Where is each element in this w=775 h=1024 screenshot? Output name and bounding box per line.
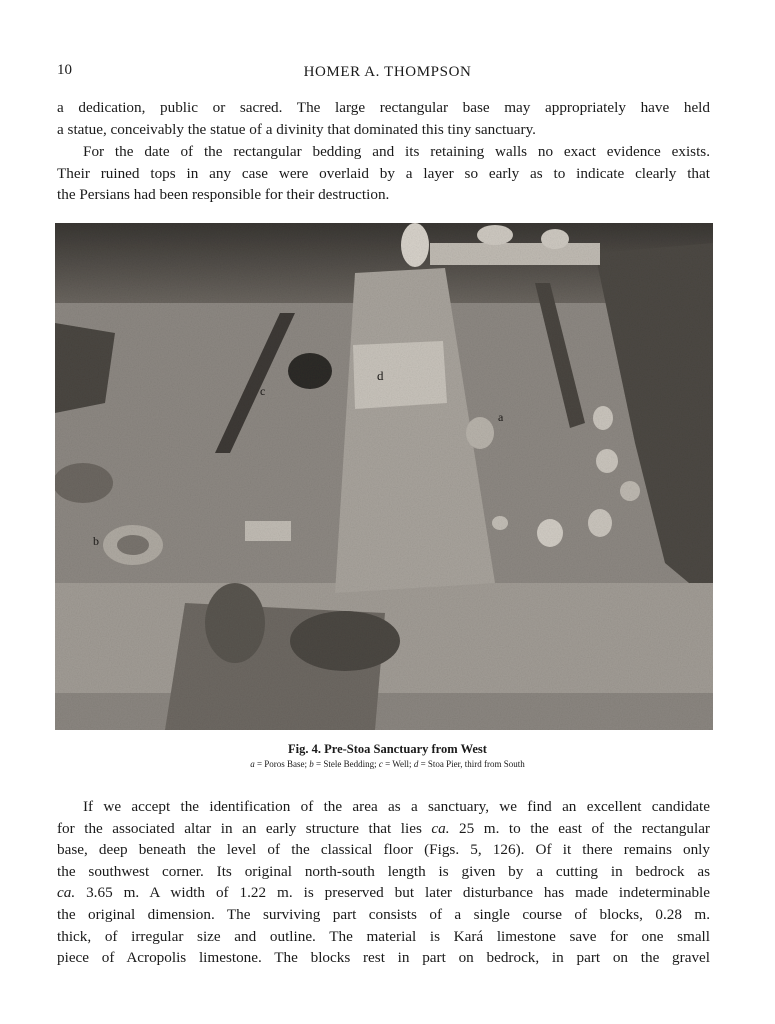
legend-text: = Poros Base; — [254, 759, 310, 769]
text-line: For the date of the rectangular bedding and its retaining walls no exact evidence exists. — [83, 143, 710, 160]
text-line: for the associated altar in an early structure that lies ca. 25 m. to the east of the rectangular — [57, 819, 710, 837]
text-line: a dedication, public or sacred. The large rectangular base may appropriately have held — [57, 99, 710, 116]
abbreviation: ca. — [57, 884, 76, 902]
text-line: Their ruined tops in any case were overlaid by a layer so early as to indicate clearly that — [57, 164, 710, 182]
figure-legend — [0, 759, 775, 769]
paragraph-3 — [57, 796, 710, 969]
text-line: the Persians had been responsible for their destruction. — [57, 186, 390, 204]
legend-key: b — [309, 759, 314, 769]
page-number: 10 — [57, 62, 72, 78]
paragraph-2 — [57, 141, 710, 206]
legend-key: c — [378, 759, 383, 769]
text-line: the original dimension. The surviving part consists of a single course of blocks, 0.28 m. — [57, 905, 710, 923]
label-b: b — [93, 534, 99, 548]
running-head: HOMER A. THOMPSON — [303, 64, 472, 80]
text-line: If we accept the identification of the area as a sanctuary, we find an excellent candidate — [83, 798, 710, 815]
text-line: a statue, conceivably the statue of a divinity that dominated this tiny sanctuary. — [57, 120, 536, 138]
text-line: ca. 3.65 m. A width of 1.22 m. is preserved but later disturbance has made indeterminable — [57, 884, 710, 902]
legend-text: = Well; — [382, 759, 414, 769]
text-line: piece of Acropolis limestone. The blocks rest in part on bedrock, in part on the gravel — [57, 949, 710, 967]
legend-key: d — [413, 759, 419, 769]
legend-text: = Stoa Pier, third from South — [418, 759, 525, 769]
label-c: c — [260, 384, 266, 398]
text-line: thick, of irregular size and outline. The material is Kará limestone save for one small — [57, 927, 710, 945]
label-a: a — [498, 410, 504, 424]
text-line: the southwest corner. Its original north-south length is given by a cutting in bedrock as — [57, 862, 710, 880]
figure-photograph — [55, 223, 713, 730]
excavation-photo — [55, 223, 713, 730]
legend-text: = Stele Bedding; — [313, 759, 379, 769]
figure-caption: Fig. 4. Pre-Stoa Sanctuary from West — [288, 742, 487, 756]
abbreviation: ca. — [431, 819, 450, 837]
paragraph-1 — [57, 97, 710, 140]
legend-key: a — [250, 759, 255, 769]
text-line: base, deep beneath the level of the classical floor (Figs. 5, 126). Of it there remains only — [57, 841, 710, 859]
label-d: d — [377, 368, 384, 383]
